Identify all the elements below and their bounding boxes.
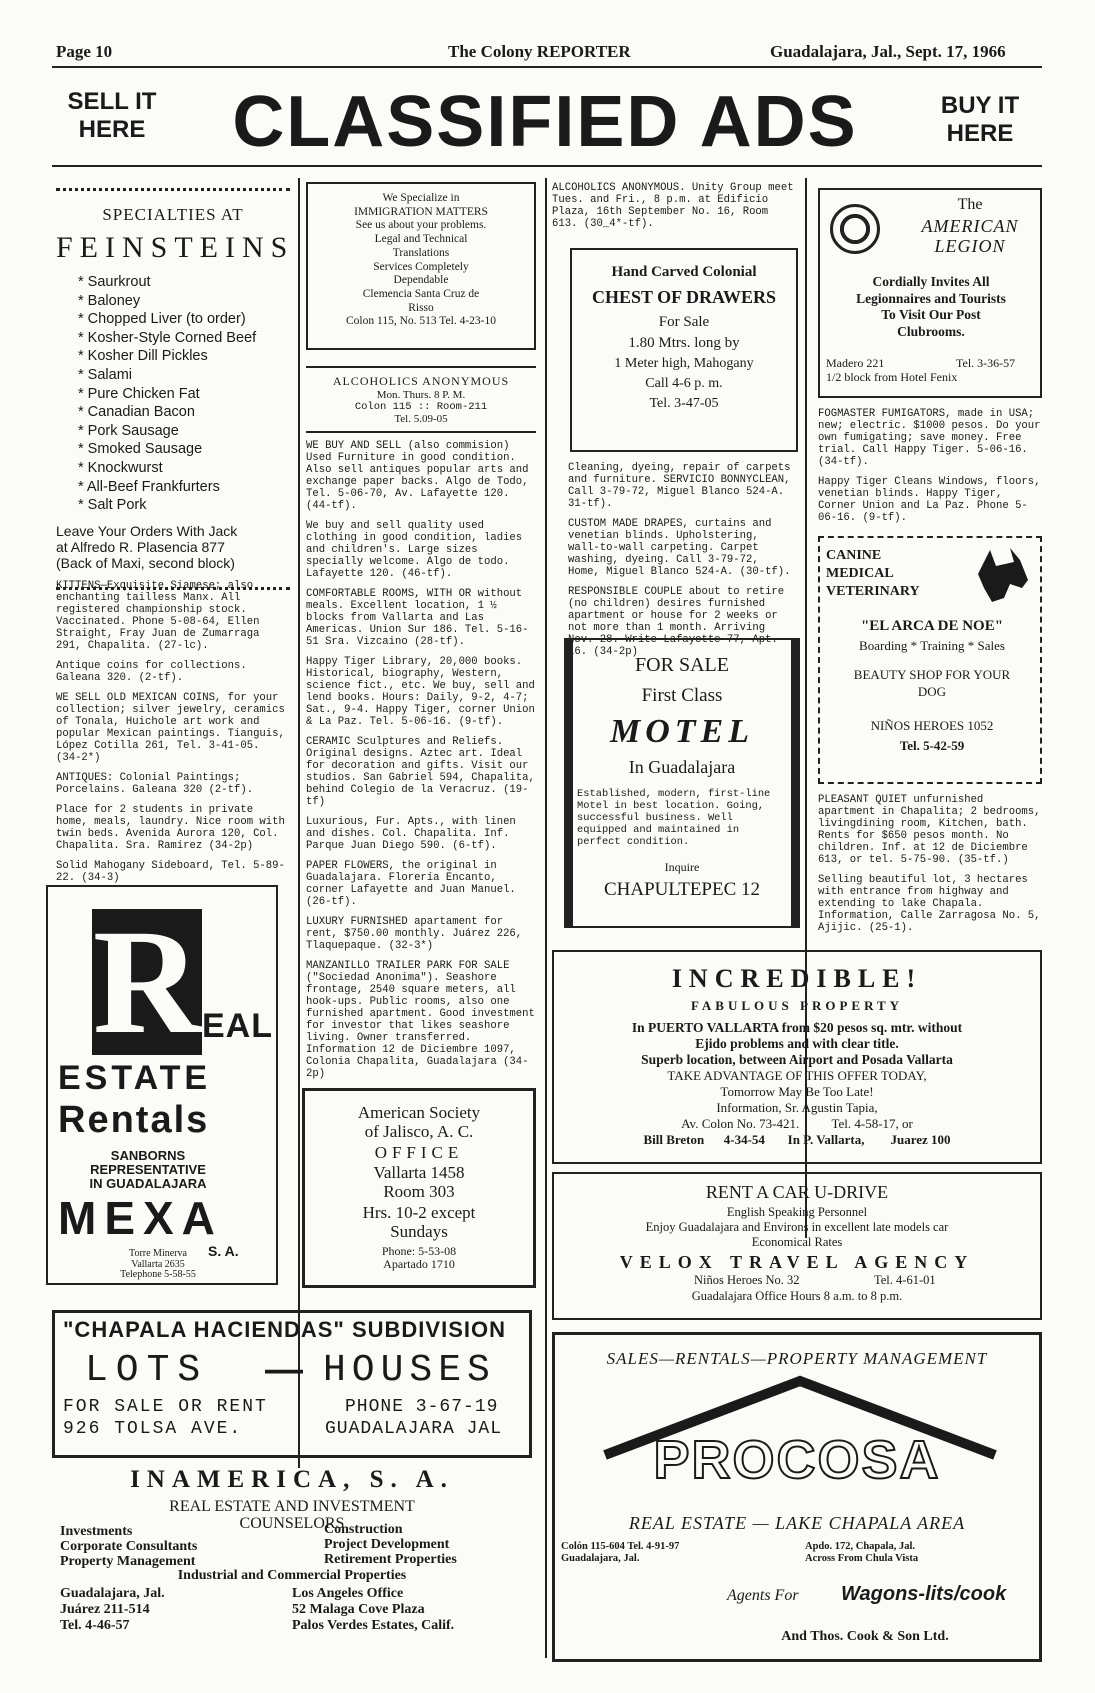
rentacar-l1: English Speaking Personnel xyxy=(726,1205,868,1219)
veterinary-ad xyxy=(818,536,1042,784)
classified-ad: KITTENS—Exquisite Siamese; also enchanting tailless Manx. All registered championship stock. Vaccinated. Phone 5-08-64, Ellen Straight, Fray Juan de Zumarraga 291, Chapalita. (27-lc). xyxy=(56,580,260,652)
vet-services: Boarding * Training * Sales xyxy=(859,638,1005,653)
incredible-l6: Information, Sr. Agustin Tapia, xyxy=(716,1100,878,1115)
eal-text: EAL xyxy=(202,1007,273,1045)
page-title: CLASSIFIED ADS xyxy=(232,82,858,162)
rent-a-car-ad xyxy=(552,1172,1042,1320)
immigration-text: We Specialize in IMMIGRATION MATTERS See us about your problems. Legal and Technical Translations Services Completely Dependable Clemencia Santa Cruz de Risso Colon 115, No. 513 Tel. 4-23-10 xyxy=(346,192,496,328)
col3-classifieds xyxy=(568,462,796,666)
motel-l1: FOR SALE xyxy=(635,654,729,676)
chest-l4: 1.80 Mtrs. long by xyxy=(628,335,740,351)
motel-body: Established, modern, first-line Motel in best location. Going, successful business. Well equipped and maintained in perfect condition. xyxy=(577,788,771,848)
feinsteins-item: * Knockwurst xyxy=(78,459,163,476)
inamerica-la: Los Angeles Office 52 Malaga Cove Plaza Palos Verdes Estates, Calif. xyxy=(292,1586,455,1633)
big-r-logo: R xyxy=(92,899,202,1065)
inamerica-gdl: Guadalajara, Jal. Juárez 211-514 Tel. 4-46-57 xyxy=(60,1586,165,1633)
vet-address: NIÑOS HEROES 1052 xyxy=(870,718,994,733)
rentacar-hours: Guadalajara Office Hours 8 a.m. to 8 p.m. xyxy=(691,1289,903,1303)
legion-block: 1/2 block from Hotel Fenix xyxy=(826,370,958,384)
vet-l3: VETERINARY xyxy=(826,584,920,599)
inamerica-name: INAMERICA, S. A. xyxy=(130,1466,454,1493)
motel-l3: MOTEL xyxy=(610,713,754,750)
aa-line2: Colon 115 :: Room-211 xyxy=(354,401,488,413)
classified-ad: RESPONSIBLE COUPLE about to retire (no children) desires furnished apartment or house for 2 weeks or not more than 1 month. Arriving Nov. 28. Write Lafayette 77, Apt. 16. (34-2p) xyxy=(568,586,785,658)
rentacar-l2: Enjoy Guadalajara and Environs in excellent late models car xyxy=(645,1220,949,1234)
legion-name: AMERICAN LEGION xyxy=(921,216,1019,256)
aa-title: ALCOHOLICS ANONYMOUS xyxy=(332,374,510,388)
classified-ad: Solid Mahogany Sideboard, Tel. 5-89-22. (34-3) xyxy=(56,860,285,884)
immigration-ad xyxy=(306,182,536,350)
chest-l3: For Sale xyxy=(658,314,710,330)
american-society-ad xyxy=(302,1088,536,1288)
motel-inquire: Inquire xyxy=(664,860,700,874)
feinsteins-item: * Smoked Sausage xyxy=(78,441,203,458)
procosa-logo: PROCOSA xyxy=(653,1430,941,1490)
society-phone: Phone: 5-53-08 Apartado 1710 xyxy=(381,1244,457,1271)
inamerica-sub: REAL ESTATE AND INVESTMENT COUNSELORS xyxy=(169,1498,415,1532)
legion-the: The xyxy=(957,196,983,213)
vet-beauty: BEAUTY SHOP FOR YOUR DOG xyxy=(853,667,1011,699)
col2-classifieds xyxy=(306,440,536,1088)
classified-ad: COMFORTABLE ROOMS, WITH OR without meals. Excellent location, 1 ½ blocks from Vallarta and Las Americas. Union Sur 186. Tel. 5-16-51 Sra. Vizcaino (28-tf). xyxy=(306,588,529,648)
procosa-top: SALES—RENTALS—PROPERTY MANAGEMENT xyxy=(606,1349,988,1368)
rentacar-tel: Tel. 4-61-01 xyxy=(874,1273,936,1287)
classified-ad: WE BUY AND SELL (also commision) Used Furniture in good condition. Also sell antiques popular arts and exchange paper backs. Algo de Todo, Tel. 5-06-70, Av. Lafayette 120. (44-tf). xyxy=(306,440,529,512)
aa-line3: Tel. 5.09-05 xyxy=(394,413,448,425)
chapala-forsale: FOR SALE OR RENT xyxy=(63,1397,268,1417)
inamerica-industrial: Industrial and Commercial Properties xyxy=(177,1568,407,1583)
incredible-property-ad xyxy=(552,950,1042,1164)
procosa-right: Apdo. 172, Chapala, Jal. Across From Chula Vista xyxy=(805,1541,919,1564)
classified-ad: We buy and sell quality used clothing in good condition, ladies and children's. Large sizes specially welcome. Algo de todo. Lafayette 120. (46-tf). xyxy=(306,520,523,580)
chapala-haciendas-ad xyxy=(52,1310,532,1458)
incredible-l5: Tomorrow May Be Too Late! xyxy=(720,1084,874,1099)
chapala-lots: LOTS xyxy=(85,1349,209,1392)
feinsteins-item: * Saurkrout xyxy=(78,274,151,290)
dog-head-icon xyxy=(970,544,1034,608)
society-address: Vallarta 1458 Room 303 xyxy=(373,1163,465,1201)
classified-ad: PLEASANT QUIET unfurnished apartment in Chapalita; 2 bedrooms, livingdining room, Kitchen, bath. Rents for $650 pesos month. No children. Inf. at 12 de Diciembre 613, or tel. 5-75-90. (35-tf.) xyxy=(818,794,1041,866)
incredible-l4: TAKE ADVANTAGE OF THIS OFFER TODAY, xyxy=(667,1068,927,1083)
motel-ad xyxy=(564,638,800,928)
mexa-name: MEXA xyxy=(58,1192,223,1244)
classified-ad: Selling beautiful lot, 3 hectares with entrance from highway and extending to lake Chapala. Information, Calle Zarragosa No. 5, Ajijic. (25-1). xyxy=(818,874,1041,934)
legion-address: Madero 221 xyxy=(826,356,885,370)
rentacar-address: Niños Heroes No. 32 xyxy=(694,1273,800,1287)
classified-ad: Place for 2 students in private home, meals, laundry. Nice room with twin beds. Avenida Aurora 120, Col. Chapalita. Sra. Ramírez (34-2p) xyxy=(56,804,285,852)
inamerica-right: Construction Project Development Retirement Properties xyxy=(324,1522,457,1567)
feinsteins-name: FEINSTEINS xyxy=(56,231,295,264)
page-number: Page 10 xyxy=(56,42,113,61)
feinsteins-item: * Pork Sausage xyxy=(78,422,179,439)
feinsteins-item: * Kosher-Style Corned Beef xyxy=(78,329,257,346)
classified-ad: Happy Tiger Cleans Windows, floors, venetian blinds. Happy Tiger, Corner Union and La Paz. Phone 5-06-16. (9-tf). xyxy=(818,476,1041,524)
chest-l2: CHEST OF DRAWERS xyxy=(591,287,777,307)
incredible-sub: FABULOUS PROPERTY xyxy=(690,998,904,1013)
chapala-address: 926 TOLSA AVE. xyxy=(63,1419,243,1439)
col4-classifieds xyxy=(818,408,1042,532)
aa-line1: Mon. Thurs. 8 P. M. xyxy=(376,389,466,401)
society-office: OFFICE xyxy=(374,1143,464,1162)
chest-l1: Hand Carved Colonial xyxy=(611,264,757,280)
procosa-left: Colón 115-604 Tel. 4-91-97 Guadalajara, Jal. xyxy=(561,1541,680,1564)
chest-l6: Call 4-6 p. m. xyxy=(645,376,723,391)
classified-ad: Antique coins for collections. Galeana 320. (2-tf). xyxy=(56,660,247,684)
classified-ad: MANZANILLO TRAILER PARK FOR SALE ("Sociedad Anonima"). Seashore frontage, 2540 square meters, all hook-ups. Public rooms, also one furnished apartment. Good investment for investor that likes seashore living. Owner transferred. Information 12 de Diciembre 1097, Colonia Chapalita, Guadalajara (34-2p) xyxy=(306,960,535,1080)
sanborns-text: SANBORNS REPRESENTATIVE IN GUADALAJARA xyxy=(89,1148,207,1191)
estate-text: ESTATE xyxy=(58,1059,212,1097)
incredible-l1: In PUERTO VALLARTA from $20 pesos sq. mtr. without xyxy=(631,1020,963,1035)
rentacar-l3: Economical Rates xyxy=(751,1235,843,1249)
incredible-l2: Ejido problems and with clear title. xyxy=(695,1036,899,1051)
society-hours: Hrs. 10-2 except Sundays xyxy=(362,1203,476,1241)
classified-ad: WE SELL OLD MEXICAN COINS, for your collection; silver jewelry, ceramics of Tonala, Huichole art work and popular Mexican paintings. Tianguis, López Cotilla 261, Tel. 3-41-05. (34-2*) xyxy=(56,692,285,764)
rentals-text: Rentals xyxy=(58,1099,210,1141)
newspaper-name: The Colony REPORTER xyxy=(448,42,631,61)
procosa-agents: Agents For xyxy=(727,1587,799,1604)
feinsteins-ad xyxy=(56,180,295,590)
dateline: Guadalajara, Jal., Sept. 17, 1966 xyxy=(770,42,1006,61)
mexa-address: Torre Minerva Vallarta 2635 Telephone 5-58-55 xyxy=(120,1248,196,1280)
chapala-phone: PHONE 3-67-19 xyxy=(345,1397,499,1417)
legion-invite: Cordially Invites All Legionnaires and Tourists To Visit Our Post Clubrooms. xyxy=(856,274,1006,339)
mexa-sa: S. A. xyxy=(208,1243,239,1259)
feinsteins-item: * Chopped Liver (to order) xyxy=(78,311,246,328)
aa-ad-col2 xyxy=(306,366,536,433)
motel-where: CHAPULTEPEC 12 xyxy=(603,879,761,900)
chest-l5: 1 Meter high, Mahogany xyxy=(614,356,754,371)
classified-ad: ANTIQUES: Colonial Paintings; Porcelains. Galeana 320 (2-tf). xyxy=(56,772,254,796)
classified-ad: PAPER FLOWERS, the original in Guadalajara. Florería Encanto, corner Lafayette and Juan Manuel. (26-tf). xyxy=(306,860,516,908)
chapala-houses: HOUSES xyxy=(323,1349,496,1392)
classified-ad: Happy Tiger Library, 20,000 books. Historical, biography, Western, science fict., etc. We buy, sell and lend books. Hours: Daily, 9-2, 4-7; Sat., 9-4. Happy Tiger, corner Union & La Paz. Tel. 5-06-16. (9-tf). xyxy=(306,656,535,728)
rentacar-agency: VELOX TRAVEL AGENCY xyxy=(619,1252,975,1272)
col1-classifieds xyxy=(56,580,290,892)
classified-ad: Cleaning, dyeing, repair of carpets and furniture. SERVICIO BONNYCLEAN, Call 3-79-72, Miguel Blanco 524-A. 31-tf). xyxy=(568,462,791,510)
vet-name: "EL ARCA DE NOE" xyxy=(860,618,1004,634)
feinsteins-item: * Baloney xyxy=(78,292,141,309)
mexa-real-estate-ad xyxy=(46,885,278,1285)
feinsteins-item: * All-Beef Frankfurters xyxy=(78,478,220,495)
chapala-title: "CHAPALA HACIENDAS" SUBDIVISION xyxy=(63,1317,506,1342)
incredible-l3: Superb location, between Airport and Posada Vallarta xyxy=(641,1052,953,1067)
feinsteins-item: * Canadian Bacon xyxy=(78,404,195,421)
classified-ad: CERAMIC Sculptures and Reliefs. Original designs. Aztec art. Ideal for decoration and gifts. Visit our studios. San Gabriel 594, Chapalita, behind Colegio de la Veracruz. (19-tf) xyxy=(306,736,535,808)
feinsteins-item: * Kosher Dill Pickles xyxy=(78,348,208,365)
wagons-lits-logo: Wagons-lits/cook xyxy=(841,1583,1007,1605)
sell-it-here: SELL IT HERE xyxy=(67,88,157,143)
inamerica-left: Investments Corporate Consultants Property Management xyxy=(60,1524,198,1569)
vet-tel: Tel. 5-42-59 xyxy=(899,738,965,753)
classified-ad: FOGMASTER FUMIGATORS, made in USA; new; electric. $1000 pesos. Do your own fumigating; save money. Free trial. Call Happy Tiger. 5-06-16. (34-tf). xyxy=(818,408,1041,468)
incredible-l7: Av. Colon No. 73-421. Tel. 4-58-17, or xyxy=(681,1116,913,1131)
classified-ad: Luxurious, Fur. Apts., with linen and dishes. Col. Chapalita. Inf. Parque Juan Diego 590. (6-tf). xyxy=(306,816,516,852)
chest-of-drawers-ad xyxy=(570,248,798,452)
society-name: American Society of Jalisco, A. C. xyxy=(357,1103,481,1141)
procosa-ad xyxy=(552,1332,1042,1662)
feinsteins-item: * Salt Pork xyxy=(78,497,147,514)
chest-l7: Tel. 3-47-05 xyxy=(649,396,719,411)
procosa-tag: REAL ESTATE — LAKE CHAPALA AREA xyxy=(628,1513,966,1533)
motel-l4: In Guadalajara xyxy=(628,757,736,777)
chapala-city: GUADALAJARA JAL xyxy=(325,1419,503,1439)
legion-tel: Tel. 3-36-57 xyxy=(956,356,1016,370)
feinsteins-footer: Leave Your Orders With Jack at Alfredo R. Plasencia 877 (Back of Maxi, second block) xyxy=(56,522,238,571)
incredible-title: INCREDIBLE! xyxy=(671,964,923,993)
feinsteins-item-list xyxy=(56,273,290,515)
motel-l2: First Class xyxy=(641,685,723,706)
inamerica-ad xyxy=(52,1462,532,1662)
col4-classifieds-bottom xyxy=(818,794,1042,942)
classified-ad: LUXURY FURNISHED apartament for rent, $750.00 monthly. Juárez 226, Tlaquepaque. (32-3*) xyxy=(306,916,523,952)
classified-ad: CUSTOM MADE DRAPES, curtains and venetian blinds. Upholstering, wall-to-wall carpeting. Carpet washing, dyeing. Call 3-79-72, Home, Miguel Blanco 524-A. (30-tf). xyxy=(568,518,791,578)
feinsteins-item: * Pure Chicken Fat xyxy=(78,385,200,402)
vet-l2: MEDICAL xyxy=(826,566,894,581)
legion-emblem-icon xyxy=(830,204,880,254)
chapala-dash: — xyxy=(265,1349,303,1391)
rentacar-title: RENT A CAR U-DRIVE xyxy=(705,1182,889,1202)
incredible-l8: Bill Breton 4-34-54 In P. Vallarta, Juarez 100 xyxy=(643,1132,951,1147)
vet-l1: CANINE xyxy=(826,548,882,563)
aa-top-col3: ALCOHOLICS ANONYMOUS. Unity Group meet Tues. and Fri., 8 p.m. at Edificio Plaza, 16th September No. 16, Room 613. (30_4*-tf). xyxy=(552,182,794,230)
american-legion-ad xyxy=(818,188,1042,398)
feinsteins-heading: SPECIALTIES AT xyxy=(102,205,244,224)
feinsteins-item: * Salami xyxy=(78,366,132,383)
buy-it-here: BUY IT HERE xyxy=(940,92,1020,147)
procosa-cook: And Thos. Cook & Son Ltd. xyxy=(781,1629,949,1644)
